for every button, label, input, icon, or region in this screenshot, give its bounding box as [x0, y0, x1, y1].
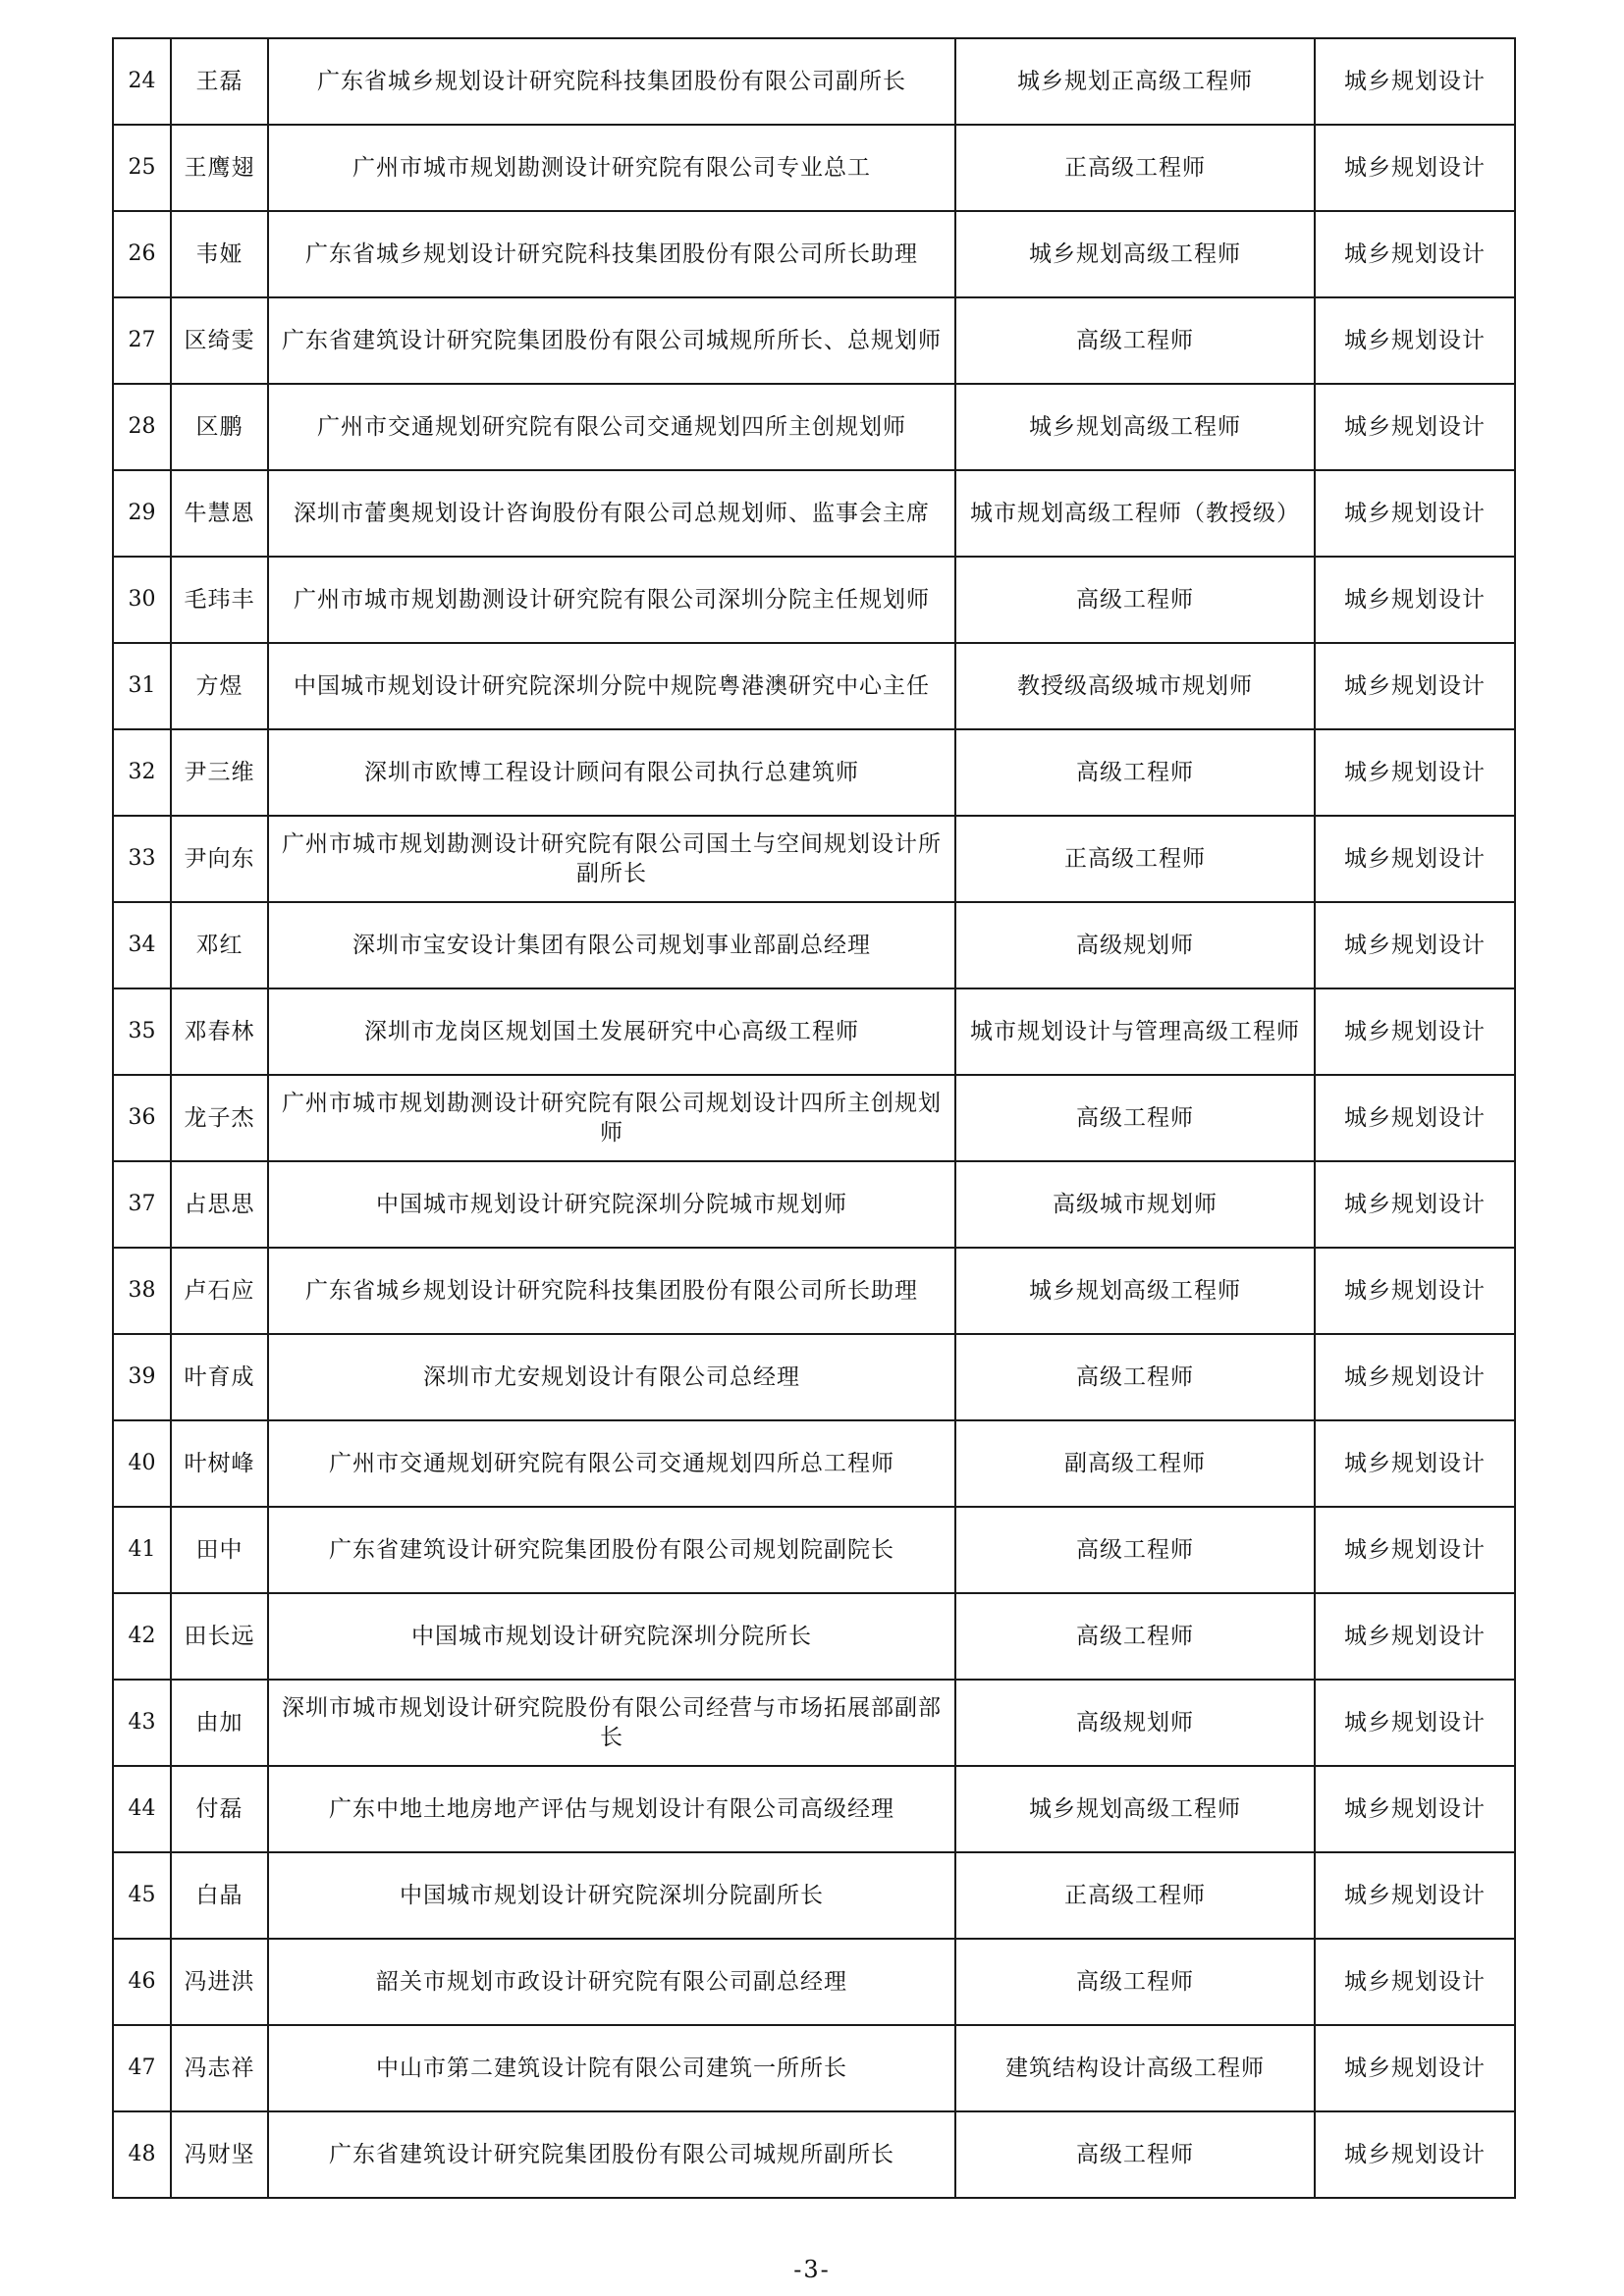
serial-number-cell: 38	[113, 1248, 171, 1334]
serial-number-cell: 24	[113, 38, 171, 125]
serial-number-cell: 26	[113, 211, 171, 297]
professional-title-cell: 正高级工程师	[955, 816, 1315, 902]
serial-number-cell: 35	[113, 988, 171, 1075]
organization-position-cell: 深圳市宝安设计集团有限公司规划事业部副总经理	[268, 902, 955, 988]
name-cell: 叶育成	[171, 1334, 268, 1420]
serial-number-cell: 41	[113, 1507, 171, 1593]
table-row	[113, 902, 1515, 988]
professional-title-cell: 高级工程师	[955, 729, 1315, 816]
field-cell: 城乡规划设计	[1315, 1248, 1515, 1334]
expert-list-table	[112, 37, 1516, 2199]
organization-position-cell: 中山市第二建筑设计院有限公司建筑一所所长	[268, 2025, 955, 2111]
table-row	[113, 470, 1515, 557]
professional-title-cell: 高级工程师	[955, 1075, 1315, 1161]
organization-position-cell: 广东省建筑设计研究院集团股份有限公司规划院副院长	[268, 1507, 955, 1593]
field-cell: 城乡规划设计	[1315, 902, 1515, 988]
organization-position-cell: 中国城市规划设计研究院深圳分院中规院粤港澳研究中心主任	[268, 643, 955, 729]
professional-title-cell: 城市规划高级工程师（教授级）	[955, 470, 1315, 557]
name-cell: 牛慧恩	[171, 470, 268, 557]
field-cell: 城乡规划设计	[1315, 470, 1515, 557]
serial-number-cell: 27	[113, 297, 171, 384]
name-cell: 付磊	[171, 1766, 268, 1852]
table-row	[113, 1766, 1515, 1852]
table-row	[113, 211, 1515, 297]
table-body	[113, 38, 1515, 2198]
organization-position-cell: 广州市城市规划勘测设计研究院有限公司专业总工	[268, 125, 955, 211]
professional-title-cell: 城乡规划正高级工程师	[955, 38, 1315, 125]
table-row	[113, 1507, 1515, 1593]
field-cell: 城乡规划设计	[1315, 2111, 1515, 2198]
field-cell: 城乡规划设计	[1315, 384, 1515, 470]
serial-number-cell: 40	[113, 1420, 171, 1507]
serial-number-cell: 34	[113, 902, 171, 988]
professional-title-cell: 高级工程师	[955, 1939, 1315, 2025]
table-row	[113, 816, 1515, 902]
name-cell: 王鹰翅	[171, 125, 268, 211]
table-row	[113, 643, 1515, 729]
field-cell: 城乡规划设计	[1315, 988, 1515, 1075]
name-cell: 田长远	[171, 1593, 268, 1680]
field-cell: 城乡规划设计	[1315, 38, 1515, 125]
name-cell: 白晶	[171, 1852, 268, 1939]
professional-title-cell: 教授级高级城市规划师	[955, 643, 1315, 729]
professional-title-cell: 城市规划设计与管理高级工程师	[955, 988, 1315, 1075]
name-cell: 叶树峰	[171, 1420, 268, 1507]
serial-number-cell: 31	[113, 643, 171, 729]
serial-number-cell: 44	[113, 1766, 171, 1852]
organization-position-cell: 广州市城市规划勘测设计研究院有限公司规划设计四所主创规划师	[268, 1075, 955, 1161]
field-cell: 城乡规划设计	[1315, 557, 1515, 643]
table-row	[113, 1161, 1515, 1248]
organization-position-cell: 广州市交通规划研究院有限公司交通规划四所主创规划师	[268, 384, 955, 470]
field-cell: 城乡规划设计	[1315, 1852, 1515, 1939]
organization-position-cell: 广东省城乡规划设计研究院科技集团股份有限公司所长助理	[268, 211, 955, 297]
table-row	[113, 1939, 1515, 2025]
table-row	[113, 2025, 1515, 2111]
serial-number-cell: 37	[113, 1161, 171, 1248]
organization-position-cell: 深圳市城市规划设计研究院股份有限公司经营与市场拓展部副部长	[268, 1680, 955, 1766]
serial-number-cell: 29	[113, 470, 171, 557]
name-cell: 区绮雯	[171, 297, 268, 384]
professional-title-cell: 高级规划师	[955, 902, 1315, 988]
field-cell: 城乡规划设计	[1315, 1680, 1515, 1766]
field-cell: 城乡规划设计	[1315, 1075, 1515, 1161]
field-cell: 城乡规划设计	[1315, 1766, 1515, 1852]
field-cell: 城乡规划设计	[1315, 211, 1515, 297]
serial-number-cell: 32	[113, 729, 171, 816]
field-cell: 城乡规划设计	[1315, 1161, 1515, 1248]
serial-number-cell: 25	[113, 125, 171, 211]
organization-position-cell: 中国城市规划设计研究院深圳分院所长	[268, 1593, 955, 1680]
professional-title-cell: 高级工程师	[955, 1593, 1315, 1680]
serial-number-cell: 28	[113, 384, 171, 470]
table-row	[113, 38, 1515, 125]
professional-title-cell: 建筑结构设计高级工程师	[955, 2025, 1315, 2111]
organization-position-cell: 广州市城市规划勘测设计研究院有限公司国土与空间规划设计所副所长	[268, 816, 955, 902]
name-cell: 冯进洪	[171, 1939, 268, 2025]
table-row	[113, 1248, 1515, 1334]
professional-title-cell: 副高级工程师	[955, 1420, 1315, 1507]
table-row	[113, 297, 1515, 384]
table-row	[113, 729, 1515, 816]
professional-title-cell: 高级规划师	[955, 1680, 1315, 1766]
name-cell: 龙子杰	[171, 1075, 268, 1161]
name-cell: 尹向东	[171, 816, 268, 902]
table-row	[113, 1852, 1515, 1939]
professional-title-cell: 高级工程师	[955, 1334, 1315, 1420]
serial-number-cell: 48	[113, 2111, 171, 2198]
table-row	[113, 1680, 1515, 1766]
field-cell: 城乡规划设计	[1315, 1334, 1515, 1420]
organization-position-cell: 广东省建筑设计研究院集团股份有限公司城规所所长、总规划师	[268, 297, 955, 384]
name-cell: 邓春林	[171, 988, 268, 1075]
table-row	[113, 1334, 1515, 1420]
name-cell: 由加	[171, 1680, 268, 1766]
table-row	[113, 1593, 1515, 1680]
field-cell: 城乡规划设计	[1315, 1507, 1515, 1593]
name-cell: 邓红	[171, 902, 268, 988]
table-row	[113, 1420, 1515, 1507]
field-cell: 城乡规划设计	[1315, 1593, 1515, 1680]
serial-number-cell: 33	[113, 816, 171, 902]
field-cell: 城乡规划设计	[1315, 816, 1515, 902]
professional-title-cell: 城乡规划高级工程师	[955, 211, 1315, 297]
name-cell: 尹三维	[171, 729, 268, 816]
name-cell: 田中	[171, 1507, 268, 1593]
organization-position-cell: 广州市交通规划研究院有限公司交通规划四所总工程师	[268, 1420, 955, 1507]
organization-position-cell: 深圳市欧博工程设计顾问有限公司执行总建筑师	[268, 729, 955, 816]
serial-number-cell: 43	[113, 1680, 171, 1766]
serial-number-cell: 46	[113, 1939, 171, 2025]
professional-title-cell: 高级工程师	[955, 1507, 1315, 1593]
serial-number-cell: 45	[113, 1852, 171, 1939]
name-cell: 方煜	[171, 643, 268, 729]
organization-position-cell: 韶关市规划市政设计研究院有限公司副总经理	[268, 1939, 955, 2025]
professional-title-cell: 正高级工程师	[955, 1852, 1315, 1939]
table-row	[113, 1075, 1515, 1161]
name-cell: 毛玮丰	[171, 557, 268, 643]
organization-position-cell: 广东省建筑设计研究院集团股份有限公司城规所副所长	[268, 2111, 955, 2198]
name-cell: 冯志祥	[171, 2025, 268, 2111]
page-number: -3-	[793, 2256, 831, 2283]
professional-title-cell: 城乡规划高级工程师	[955, 384, 1315, 470]
serial-number-cell: 30	[113, 557, 171, 643]
organization-position-cell: 广东省城乡规划设计研究院科技集团股份有限公司副所长	[268, 38, 955, 125]
organization-position-cell: 中国城市规划设计研究院深圳分院城市规划师	[268, 1161, 955, 1248]
professional-title-cell: 城乡规划高级工程师	[955, 1248, 1315, 1334]
field-cell: 城乡规划设计	[1315, 125, 1515, 211]
name-cell: 王磊	[171, 38, 268, 125]
field-cell: 城乡规划设计	[1315, 297, 1515, 384]
organization-position-cell: 中国城市规划设计研究院深圳分院副所长	[268, 1852, 955, 1939]
professional-title-cell: 城乡规划高级工程师	[955, 1766, 1315, 1852]
organization-position-cell: 广东省城乡规划设计研究院科技集团股份有限公司所长助理	[268, 1248, 955, 1334]
table-row	[113, 557, 1515, 643]
professional-title-cell: 高级工程师	[955, 2111, 1315, 2198]
organization-position-cell: 深圳市蕾奥规划设计咨询股份有限公司总规划师、监事会主席	[268, 470, 955, 557]
table-row	[113, 988, 1515, 1075]
table-row	[113, 125, 1515, 211]
professional-title-cell: 高级城市规划师	[955, 1161, 1315, 1248]
name-cell: 区鹏	[171, 384, 268, 470]
serial-number-cell: 47	[113, 2025, 171, 2111]
professional-title-cell: 高级工程师	[955, 297, 1315, 384]
field-cell: 城乡规划设计	[1315, 2025, 1515, 2111]
name-cell: 韦娅	[171, 211, 268, 297]
table-row	[113, 2111, 1515, 2198]
organization-position-cell: 深圳市龙岗区规划国土发展研究中心高级工程师	[268, 988, 955, 1075]
serial-number-cell: 39	[113, 1334, 171, 1420]
name-cell: 占思思	[171, 1161, 268, 1248]
professional-title-cell: 正高级工程师	[955, 125, 1315, 211]
organization-position-cell: 深圳市尤安规划设计有限公司总经理	[268, 1334, 955, 1420]
organization-position-cell: 广州市城市规划勘测设计研究院有限公司深圳分院主任规划师	[268, 557, 955, 643]
table-row	[113, 384, 1515, 470]
serial-number-cell: 42	[113, 1593, 171, 1680]
name-cell: 卢石应	[171, 1248, 268, 1334]
organization-position-cell: 广东中地土地房地产评估与规划设计有限公司高级经理	[268, 1766, 955, 1852]
name-cell: 冯财坚	[171, 2111, 268, 2198]
field-cell: 城乡规划设计	[1315, 643, 1515, 729]
field-cell: 城乡规划设计	[1315, 1420, 1515, 1507]
field-cell: 城乡规划设计	[1315, 729, 1515, 816]
serial-number-cell: 36	[113, 1075, 171, 1161]
professional-title-cell: 高级工程师	[955, 557, 1315, 643]
field-cell: 城乡规划设计	[1315, 1939, 1515, 2025]
